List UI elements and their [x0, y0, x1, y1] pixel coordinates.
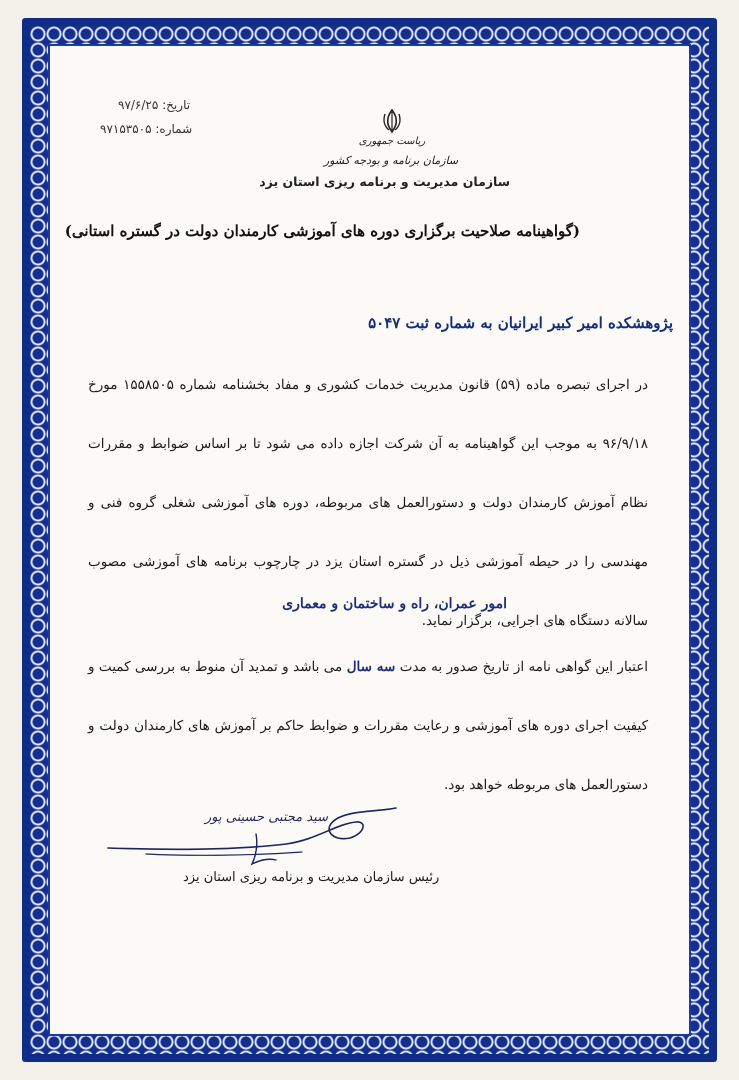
certificate-title: (گواهینامه صلاحیت برگزاری دوره های آموزشی کارمندان دولت در گستره استانی) — [64, 222, 580, 240]
iran-emblem-icon — [381, 108, 403, 134]
number-row — [100, 122, 192, 136]
handwritten-signature — [106, 804, 406, 874]
date-row — [118, 98, 190, 112]
body-paragraph-2 — [88, 638, 648, 815]
validity-period: سه سال — [346, 659, 396, 675]
validity-text-b: می باشد و تمدید آن منوط به بررسی کمیت و کیفیت اجرای دوره های آموزشی و رعایت مقررات و ضوابط حاکم بر آموزش های کارمندان دولت و دستورالعمل های مربوطه خواهد بود. — [88, 659, 648, 793]
number-value: ۹۷۱۵۳۵۰۵ — [100, 122, 152, 136]
header-line-1: ریاست جمهوری — [358, 136, 426, 147]
date-label: تاریخ: — [162, 98, 191, 112]
training-field: امور عمران، راه و ساختمان و معماری — [282, 596, 507, 612]
header-line-3: سازمان مدیریت و برنامه ریزی استان یزد — [259, 174, 510, 189]
header-line-2: سازمان برنامه و بودجه کشور — [323, 154, 459, 167]
body-paragraph-1: در اجرای تبصره ماده (۵۹) قانون مدیریت خدمات کشوری و مفاد بخشنامه شماره ۱۵۵۸۵۰۵ مورخ ۹۶/۹/۱۸ به موجب این گواهینامه به آن شرکت اجازه داده می شود تا بر اساس ضوابط و مقررات نظام آموزش کارمندان دولت و دستورالعمل های مربوطه، دوره های آموزشی شغلی گروه فنی و مهندسی را در حیطه آموزشی ذیل در گستره استان یزد در چارچوب برنامه های آموزشی مصوب سالانه دستگاه های اجرایی، برگزار نماید. — [88, 377, 648, 629]
signatory-name: سید مجتبی حسینی پور — [205, 810, 328, 825]
date-value: ۹۷/۶/۲۵ — [118, 98, 159, 112]
signatory-title: رئیس سازمان مدیریت و برنامه ریزی استان یزد — [183, 870, 440, 885]
number-label: شماره: — [155, 122, 193, 136]
validity-text-a: اعتبار این گواهی نامه از تاریخ صدور به مدت — [399, 659, 649, 675]
entity-name: پژوهشکده امیر کبیر ایرانیان به شماره ثبت ۵۰۴۷ — [368, 314, 673, 332]
